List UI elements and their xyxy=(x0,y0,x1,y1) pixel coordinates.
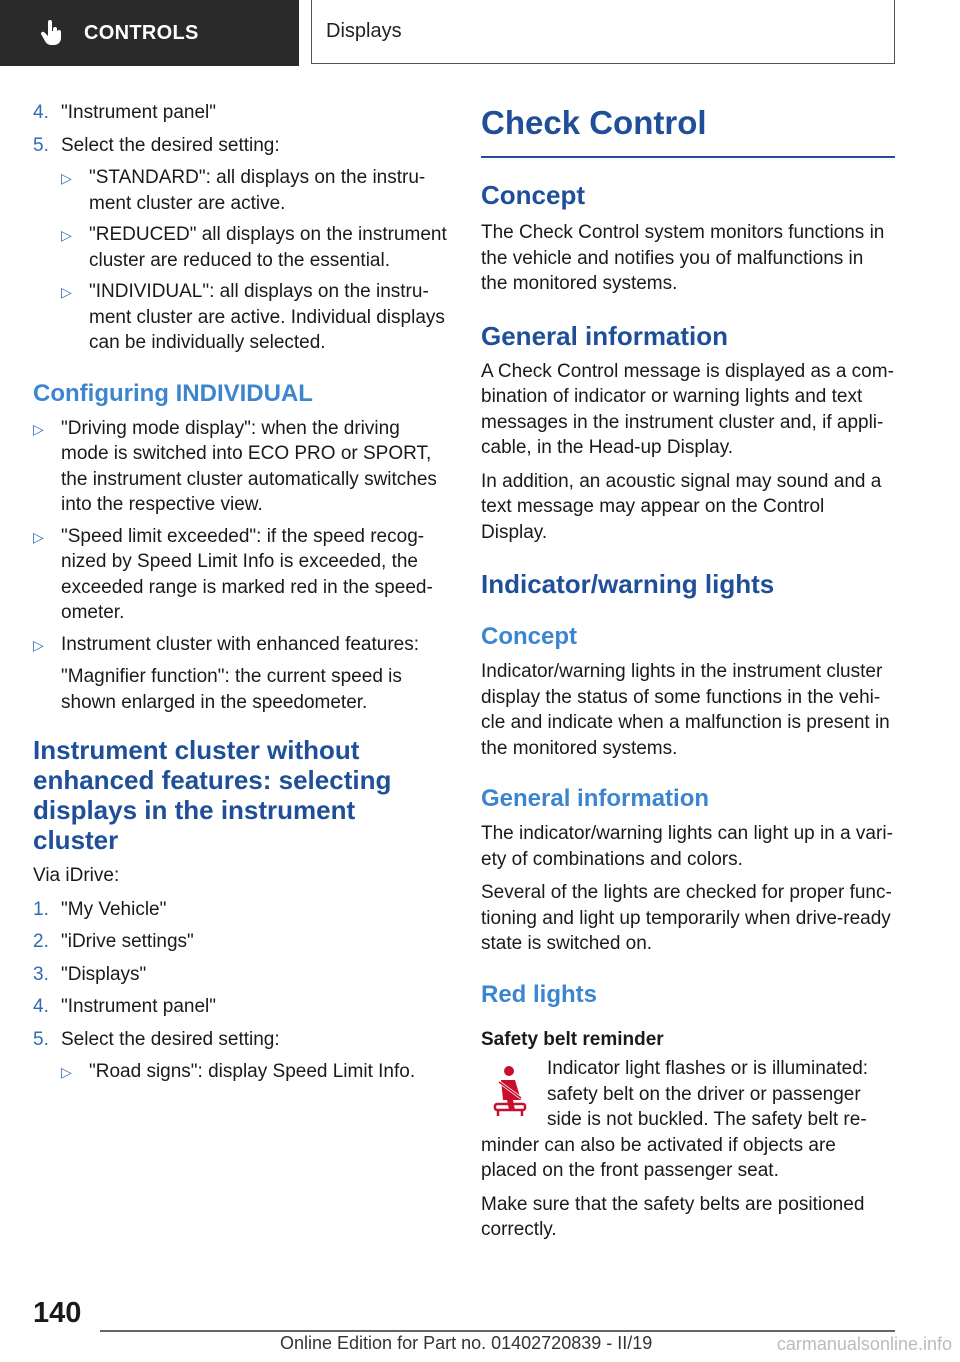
triangle-bullet-icon: ▷ xyxy=(61,1064,72,1080)
step-number: 1. xyxy=(33,898,49,920)
subsection-tab xyxy=(311,0,895,64)
bullet-text: "Driving mode display": when the driving mode is switched into ECO PRO or SPORT, the instrument cluster automatically switches into the respective view. xyxy=(61,417,437,515)
bullet-text: "Speed limit exceeded": if the speed recognized by Speed Limit Info is exceeded, the exceeded range is marked red in the speedometer. xyxy=(61,525,433,623)
step-number: 4. xyxy=(33,996,49,1017)
step-text: "My Vehicle" xyxy=(61,898,167,920)
paragraph: Several of the lights are checked for proper functioning and light up temporarily when drive-ready state is switched on. xyxy=(481,882,892,954)
triangle-bullet-icon: ▷ xyxy=(33,420,44,437)
list-item xyxy=(33,994,447,1020)
bullet-item xyxy=(61,222,447,273)
hand-pointer-icon xyxy=(40,20,66,46)
footer-divider xyxy=(100,1330,895,1332)
triangle-bullet-icon: ▷ xyxy=(61,284,72,300)
step-number: 5. xyxy=(33,1028,49,1050)
page-number: 140 xyxy=(33,1297,82,1329)
list-item xyxy=(33,100,447,126)
step-text: "Instrument panel" xyxy=(61,102,217,123)
step-text: Select the desired setting: xyxy=(61,134,280,156)
heading-safety-belt-reminder: Safety belt reminder xyxy=(481,1028,664,1050)
step-text: "iDrive settings" xyxy=(61,931,194,952)
step-text: "Displays" xyxy=(61,963,147,985)
setting-options xyxy=(61,1059,447,1086)
bullet-text: "STANDARD": all displays on the instrument cluster are active. xyxy=(89,167,426,214)
right-column xyxy=(481,100,895,1251)
step-text: Select the desired setting: xyxy=(61,1028,280,1050)
heading-red-lights: Red lights xyxy=(481,980,598,1008)
heading-indicator-warning-lights: Indicator/warning lights xyxy=(481,569,775,599)
triangle-bullet-icon: ▷ xyxy=(61,170,72,186)
paragraph: A Check Control message is displayed as a combination of indicator or warning lights and text messages in the instrument cluster and, if applicable, in the Head-up Display. xyxy=(481,360,894,458)
triangle-bullet-icon: ▷ xyxy=(33,636,44,653)
list-item xyxy=(33,897,447,923)
bullet-text: "INDIVIDUAL": all displays on the instrument cluster are active. Individual displays can be individually selected. xyxy=(89,281,445,353)
bullet-text: "Road signs": display Speed Limit Info. xyxy=(89,1061,416,1082)
bullet-item xyxy=(61,279,447,356)
bullet-item xyxy=(61,165,447,216)
paragraph: The indicator/warning lights can light up in a variety of combinations and colors. xyxy=(481,823,893,870)
safety-belt-indicator-block xyxy=(481,1056,895,1184)
bullet-item xyxy=(33,632,447,659)
magnifier-text: "Magnifier function": the current speed is shown enlarged in the speedometer. xyxy=(61,666,402,713)
list-item xyxy=(33,133,447,159)
step-text: "Instrument panel" xyxy=(61,996,217,1017)
setting-options xyxy=(61,165,447,356)
section-label: CONTROLS xyxy=(84,21,199,44)
via-idrive: Via iDrive: xyxy=(33,865,120,886)
bullet-item xyxy=(61,1059,447,1086)
list-item xyxy=(33,929,447,955)
triangle-bullet-icon: ▷ xyxy=(33,528,44,545)
page-title: Check Control xyxy=(481,100,895,158)
heading-configuring-individual: Configuring INDIVIDUAL xyxy=(33,379,313,407)
paragraph: The Check Control system monitors functions in the vehicle and notifies you of malfunctions in the monitored systems. xyxy=(481,222,885,294)
bullet-text: Instrument cluster with enhanced features: xyxy=(61,633,420,655)
heading-without-enhanced: Instrument cluster without enhanced features: selecting displays in the instrument cluster xyxy=(33,735,392,855)
bullet-text: "REDUCED" all displays on the instrument cluster are reduced to the essential. xyxy=(89,224,447,271)
subsection-label: Displays xyxy=(326,20,402,42)
paragraph: Indicator light flashes or is illuminated: safety belt on the driver or passenger side is not buckled. The safety belt reminder can also be activated if objects are placed on the front passenger seat. xyxy=(481,1058,869,1181)
bullet-item xyxy=(33,524,447,626)
edition-text: Online Edition for Part no. 01402720839 - II/19 xyxy=(280,1333,653,1353)
heading-general-information-2: General information xyxy=(481,785,710,812)
section-tab-controls xyxy=(0,0,299,66)
heading-concept-2: Concept xyxy=(481,623,577,650)
heading-concept: Concept xyxy=(481,180,585,210)
watermark-text: carmanualsonline.info xyxy=(776,1334,952,1354)
step-number: 3. xyxy=(33,963,49,985)
paragraph: Indicator/warning lights in the instrument cluster display the status of some functions in the vehicle and indicate when a malfunction is present in the monitored systems. xyxy=(481,661,890,759)
step-number: 4. xyxy=(33,102,49,123)
page-header xyxy=(0,0,960,66)
step-number: 2. xyxy=(33,931,49,952)
bullet-item xyxy=(33,416,447,518)
triangle-bullet-icon: ▷ xyxy=(61,227,72,243)
paragraph: Make sure that the safety belts are positioned correctly. xyxy=(481,1193,865,1240)
config-options xyxy=(33,416,447,716)
list-item xyxy=(33,962,447,988)
step-number: 5. xyxy=(33,134,49,156)
paragraph: In addition, an acoustic signal may sound and a text message may appear on the Control Display. xyxy=(481,470,882,543)
list-item xyxy=(33,1027,447,1053)
left-column xyxy=(33,100,447,1092)
seatbelt-warning-icon xyxy=(481,1060,547,1126)
heading-general-information: General information xyxy=(481,320,729,351)
